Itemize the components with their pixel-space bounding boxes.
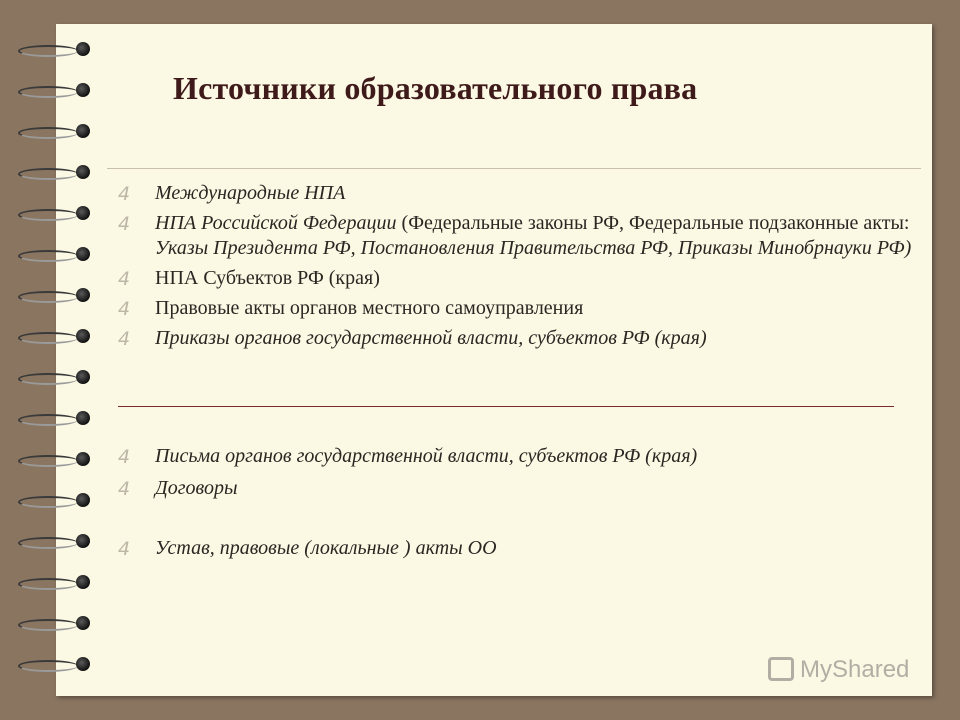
spiral-coil <box>18 370 80 384</box>
bullet-icon: 4 <box>118 268 131 290</box>
spiral-coil <box>18 124 80 138</box>
spiral-coil <box>18 575 80 589</box>
list-item <box>118 211 960 261</box>
list-item-text: Договоры <box>155 477 238 499</box>
bullet-icon: 4 <box>118 298 131 320</box>
bullet-icon: 4 <box>118 538 131 560</box>
spiral-coil <box>18 247 80 261</box>
spiral-coil <box>18 616 80 630</box>
list-item <box>118 326 960 351</box>
list-item <box>118 296 960 321</box>
spiral-coil <box>18 657 80 671</box>
spiral-coil <box>18 534 80 548</box>
list-item-text: Приказы органов государственной власти, субъектов РФ (края) <box>155 327 707 349</box>
bullet-icon: 4 <box>118 213 131 235</box>
watermark <box>768 656 909 684</box>
list-item-text: Международные НПА <box>155 182 346 204</box>
list-item-text: НПА Российской Федерации <box>155 212 397 234</box>
watermark-text: MyShared <box>800 656 910 683</box>
sources-list-secondary <box>118 444 697 501</box>
spiral-coil <box>18 493 80 507</box>
slide-title: Источники образовательного права <box>173 70 698 106</box>
notebook-page <box>56 24 932 696</box>
bullet-icon: 4 <box>118 478 131 500</box>
spiral-coil <box>18 411 80 425</box>
list-item <box>118 536 497 561</box>
list-item-text: (Федеральные законы РФ, Федеральные подзаконные акты: <box>396 212 910 234</box>
list-item-text: НПА Субъектов РФ (края) <box>155 267 380 289</box>
middle-divider <box>118 406 894 407</box>
sources-list-local <box>118 536 497 561</box>
list-item-text: Правовые акты органов местного самоуправления <box>155 297 584 319</box>
spiral-coil <box>18 206 80 220</box>
bullet-icon: 4 <box>118 446 131 468</box>
spiral-coil <box>18 329 80 343</box>
list-item <box>118 476 697 501</box>
spiral-coil <box>18 83 80 97</box>
bullet-icon: 4 <box>118 183 131 205</box>
list-item <box>118 266 960 291</box>
list-item-text: Указы Президента РФ, Постановления Правительства РФ, Приказы Минобрнауки РФ) <box>155 237 912 259</box>
list-item <box>118 444 697 469</box>
spiral-coil <box>18 452 80 466</box>
spiral-coil <box>18 288 80 302</box>
list-item <box>118 181 960 206</box>
myshared-logo-icon <box>768 657 794 681</box>
top-divider <box>107 168 921 169</box>
spiral-coil <box>18 165 80 179</box>
bullet-icon: 4 <box>118 328 131 350</box>
spiral-coil <box>18 42 80 56</box>
list-item-text: Устав, правовые (локальные ) акты ОО <box>155 537 497 559</box>
sources-list-primary <box>118 181 960 351</box>
list-item-text: Письма органов государственной власти, субъектов РФ (края) <box>155 445 698 467</box>
